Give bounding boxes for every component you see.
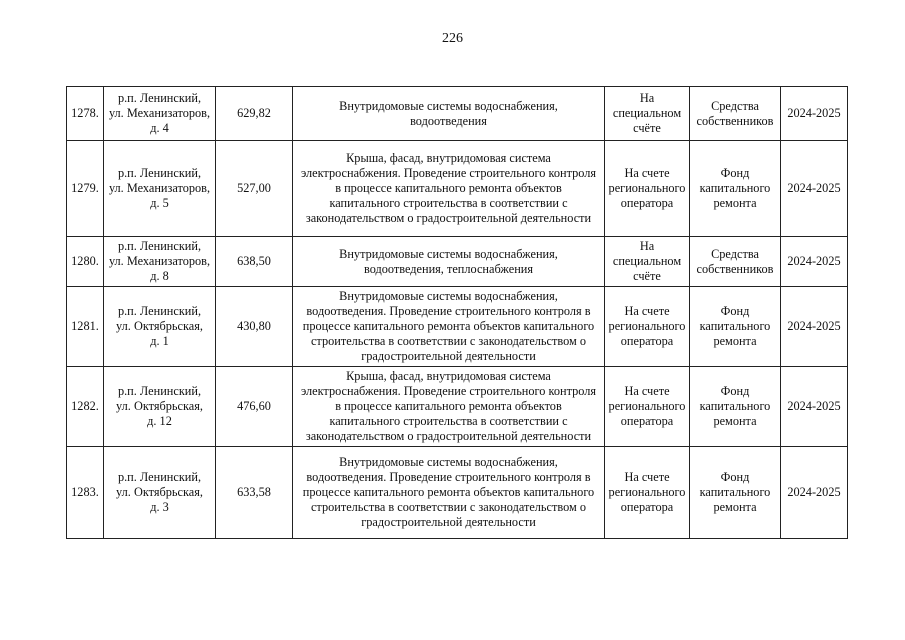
table-row [67, 367, 848, 447]
address-cell-line: ул. Октябрьская, [116, 485, 203, 499]
account-cell-line: регионального [608, 485, 686, 499]
account-cell-line: оператора [620, 196, 674, 210]
works-cell [293, 87, 605, 141]
address-cell-line: ул. Механизаторов, [108, 106, 211, 120]
address-cell-line: ул. Механизаторов, [108, 254, 211, 268]
table-row [67, 237, 848, 287]
account-cell-line: оператора [620, 334, 674, 348]
table-row [67, 287, 848, 367]
period-cell: 2024-2025 [781, 87, 848, 141]
address-cell-line: д. 3 [150, 500, 169, 514]
funding-cell-line: Фонд [720, 166, 750, 180]
address-cell-line: р.п. Ленинский, [117, 384, 202, 398]
account-cell-line: На счете [624, 166, 670, 180]
works-cell-line: водоотведения, теплоснабжения [363, 261, 534, 276]
account-cell-line: счёте [633, 121, 661, 135]
works-cell-line: процессе капитального ремонта объектов капитального [302, 485, 595, 499]
funding-cell-line: капитального [699, 319, 771, 333]
account-cell-line: На счете [624, 384, 670, 398]
address-cell-line: ул. Октябрьская, [116, 319, 203, 333]
account-cell-line: На [639, 239, 655, 253]
cost-cell: 476,60 [216, 367, 293, 447]
works-cell-line: капитального строительства в соответствии с [329, 414, 568, 428]
address-cell-line: д. 4 [150, 121, 169, 135]
works-cell-line: градостроительной деятельности [361, 349, 536, 363]
works-cell-line: законодательством о градостроительной деятельности [305, 211, 592, 225]
period-cell: 2024-2025 [781, 287, 848, 367]
funding-cell-line: ремонта [713, 196, 757, 210]
address-cell-line: д. 1 [150, 334, 169, 348]
row-number-cell: 1283. [67, 447, 104, 539]
funding-cell-line: Средства [711, 98, 759, 113]
cost-cell: 527,00 [216, 141, 293, 237]
funding-cell [690, 367, 781, 447]
funding-cell-line: ремонта [713, 334, 757, 348]
funding-cell [690, 87, 781, 141]
funding-cell-line: Средства [711, 246, 759, 261]
funding-cell-line: Фонд [720, 304, 750, 318]
works-cell [293, 141, 605, 237]
address-cell-line: р.п. Ленинский, [117, 239, 202, 253]
address-cell [104, 447, 216, 539]
table-row [67, 447, 848, 539]
works-cell-line: водоотведения. Проведение строительного контроля в [306, 470, 591, 484]
works-cell-line: электроснабжения. Проведение строительного контроля [300, 384, 597, 398]
address-cell-line: д. 8 [150, 269, 169, 283]
works-cell-line: Внутридомовые системы водоснабжения, [339, 289, 558, 303]
address-cell [104, 141, 216, 237]
works-cell-line: водоотведения. Проведение строительного контроля в [306, 304, 591, 318]
period-cell: 2024-2025 [781, 237, 848, 287]
works-cell-line: Внутридомовые системы водоснабжения, [339, 455, 558, 469]
cost-cell: 430,80 [216, 287, 293, 367]
works-cell [293, 237, 605, 287]
account-cell-line: регионального [608, 181, 686, 195]
address-cell-line: р.п. Ленинский, [117, 91, 202, 105]
works-cell [293, 367, 605, 447]
account-cell [605, 287, 690, 367]
works-cell-line: Крыша, фасад, внутридомовая система [346, 369, 551, 383]
account-cell [605, 447, 690, 539]
works-cell [293, 447, 605, 539]
address-cell-line: д. 5 [150, 196, 169, 210]
account-cell-line: оператора [620, 500, 674, 514]
funding-cell-line: капитального [699, 181, 771, 195]
row-number-cell: 1280. [67, 237, 104, 287]
account-cell-line: счёте [633, 269, 661, 283]
funding-cell [690, 287, 781, 367]
table-row [67, 141, 848, 237]
address-cell-line: ул. Механизаторов, [108, 181, 211, 195]
works-cell-line: Крыша, фасад, внутридомовая система [346, 151, 551, 165]
funding-cell-line: Фонд [720, 470, 750, 484]
row-number-cell: 1282. [67, 367, 104, 447]
account-cell [605, 141, 690, 237]
period-cell: 2024-2025 [781, 447, 848, 539]
funding-cell-line: собственников [696, 113, 774, 128]
funding-cell-line: капитального [699, 485, 771, 499]
account-cell-line: На [639, 91, 655, 105]
works-cell-line: в процессе капитального ремонта объектов [335, 399, 562, 413]
table-row [67, 87, 848, 141]
address-cell [104, 237, 216, 287]
address-cell-line: ул. Октябрьская, [116, 399, 203, 413]
row-number-cell: 1281. [67, 287, 104, 367]
address-cell-line: р.п. Ленинский, [117, 470, 202, 484]
address-cell [104, 367, 216, 447]
row-number-cell: 1279. [67, 141, 104, 237]
works-cell-line: законодательством о градостроительной деятельности [305, 429, 592, 443]
funding-cell-line: капитального [699, 399, 771, 413]
account-cell-line: На счете [624, 470, 670, 484]
funding-cell-line: ремонта [713, 500, 757, 514]
address-cell [104, 87, 216, 141]
cost-cell: 638,50 [216, 237, 293, 287]
works-cell-line: процессе капитального ремонта объектов капитального [302, 319, 595, 333]
works-cell-line: Внутридомовые системы водоснабжения, [339, 246, 558, 261]
account-cell-line: оператора [620, 414, 674, 428]
funding-cell-line: Фонд [720, 384, 750, 398]
funding-cell [690, 447, 781, 539]
period-cell: 2024-2025 [781, 141, 848, 237]
repair-plan-table [66, 86, 848, 539]
row-number-cell: 1278. [67, 87, 104, 141]
page-number: 226 [442, 31, 463, 46]
address-cell-line: р.п. Ленинский, [117, 304, 202, 318]
address-cell-line: р.п. Ленинский, [117, 166, 202, 180]
works-cell-line: электроснабжения. Проведение строительного контроля [300, 166, 597, 180]
works-cell-line: капитального строительства в соответствии с [329, 196, 568, 210]
works-cell-line: градостроительной деятельности [361, 515, 536, 529]
account-cell-line: регионального [608, 319, 686, 333]
account-cell-line: специальном [612, 254, 682, 268]
account-cell [605, 237, 690, 287]
works-cell-line: строительства в соответствии с законодательством о [310, 500, 587, 514]
works-cell-line: Внутридомовые системы водоснабжения, [339, 98, 558, 113]
works-cell-line: строительства в соответствии с законодательством о [310, 334, 587, 348]
cost-cell: 633,58 [216, 447, 293, 539]
funding-cell [690, 141, 781, 237]
funding-cell-line: ремонта [713, 414, 757, 428]
funding-cell-line: собственников [696, 261, 774, 276]
account-cell [605, 367, 690, 447]
works-cell-line: в процессе капитального ремонта объектов [335, 181, 562, 195]
account-cell-line: специальном [612, 106, 682, 120]
period-cell: 2024-2025 [781, 367, 848, 447]
funding-cell [690, 237, 781, 287]
works-cell [293, 287, 605, 367]
account-cell-line: регионального [608, 399, 686, 413]
address-cell-line: д. 12 [147, 414, 172, 428]
account-cell [605, 87, 690, 141]
address-cell [104, 287, 216, 367]
account-cell-line: На счете [624, 304, 670, 318]
works-cell-line: водоотведения [410, 113, 487, 128]
cost-cell: 629,82 [216, 87, 293, 141]
